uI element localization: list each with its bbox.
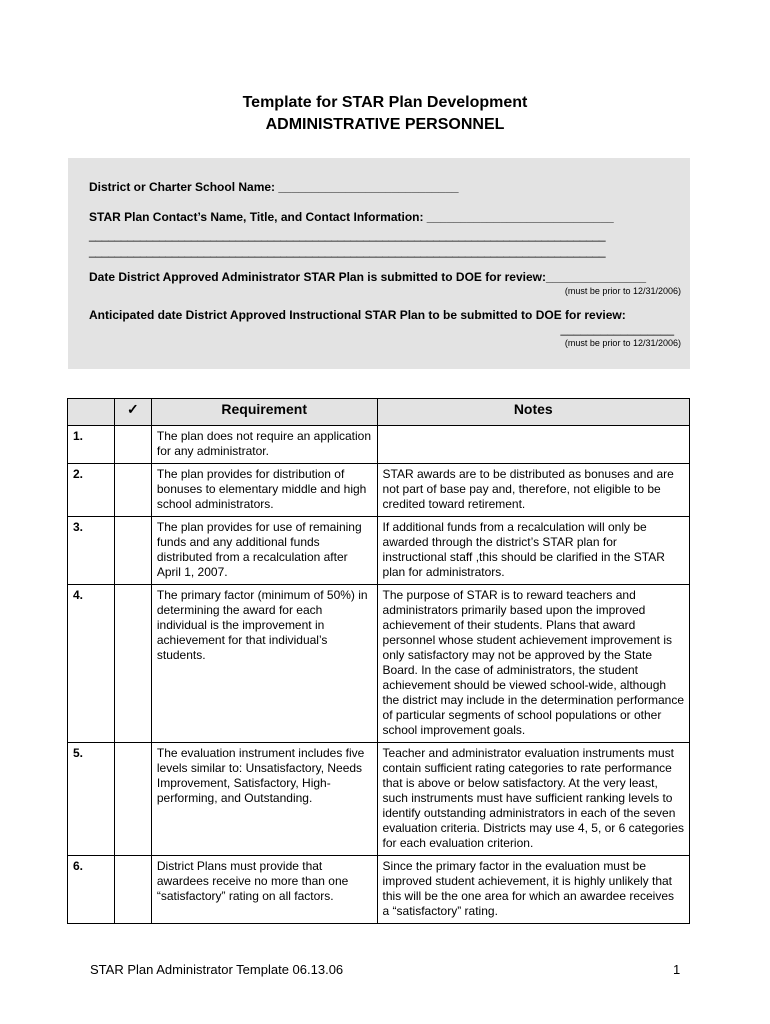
table-row [68,464,690,517]
table-row [68,585,690,743]
row-number: 6. [68,856,115,924]
row-checkbox[interactable] [114,517,151,585]
table-row [68,426,690,464]
notes-header: Notes [377,399,689,426]
row-checkbox[interactable] [114,426,151,464]
requirements-table [67,398,690,924]
row-checkbox[interactable] [114,585,151,743]
notes-cell: The purpose of STAR is to reward teachers and administrators primarily based upon the improved achievement of their students. Plans that award personnel whose student achievement improvement is only satisfactory may not be approved by the State Board. In the case of administrators, the student achievement should be viewed school-wide, although the district may include in the determination performance of particular segments of school populations or other school improvement goals. [377,585,689,743]
deadline-note: (must be prior to 12/31/2006) [564,286,681,296]
table-row [68,517,690,585]
row-checkbox[interactable] [114,743,151,856]
checkmark-icon: ✓ [114,399,151,426]
table-row [68,856,690,924]
notes-cell [377,426,689,464]
notes-cell: If additional funds from a recalculation will only be awarded through the district’s STAR plan for instructional staff ,this should be clarified in the STAR plan for administrators. [377,517,689,585]
notes-cell: Teacher and administrator evaluation instruments must contain sufficient rating categories to rate performance that is above or below satisfactory. At the very least, such instruments must have sufficient ranking levels to identify outstanding administrators in each of the seven evaluation criteria. Districts may use 4, 5, or 6 categories for each evaluation criterion. [377,743,689,856]
row-checkbox[interactable] [114,464,151,517]
row-number: 5. [68,743,115,856]
requirement-cell: The plan provides for use of remaining funds and any additional funds distributed from a recalculation after April 1, 2007. [151,517,377,585]
table-header-row [68,399,690,426]
requirement-header: Requirement [151,399,377,426]
footer-label: STAR Plan Administrator Template 06.13.06 [90,962,344,977]
info-box [68,158,690,369]
notes-cell: Since the primary factor in the evaluation must be improved student achievement, it is highly unlikely that this will be the one area for which an awardee receives a “satisfactory” rating. [377,856,689,924]
contact-blank-line-1: _________________________________________________________________________________ [89,228,606,242]
table-row [68,743,690,856]
requirement-cell: The plan provides for distribution of bonuses to elementary middle and high school administrators. [151,464,377,517]
row-number: 4. [68,585,115,743]
contact-info-field: STAR Plan Contact’s Name, Title, and Contact Information: ____________________________ [89,210,614,224]
anticipated-blank-line: _________________ [560,322,674,336]
row-checkbox[interactable] [114,856,151,924]
anticipated-date-field: Anticipated date District Approved Instructional STAR Plan to be submitted to DOE for review: [89,308,626,322]
document-title: Template for STAR Plan Development [242,94,528,111]
row-number: 3. [68,517,115,585]
row-number: 2. [68,464,115,517]
requirement-cell: The plan does not require an application for any administrator. [151,426,377,464]
contact-blank-line-2: _________________________________________________________________________________ [89,244,606,258]
deadline-note: (must be prior to 12/31/2006) [564,338,681,348]
requirement-cell: District Plans must provide that awardees receive no more than one “satisfactory” rating on all factors. [151,856,377,924]
page-number: 1 [673,962,681,977]
date-admin-plan-field: Date District Approved Administrator STAR Plan is submitted to DOE for review:_______________ [89,270,647,284]
document-subtitle: ADMINISTRATIVE PERSONNEL [265,116,505,133]
number-header [68,399,115,426]
row-number: 1. [68,426,115,464]
notes-cell: STAR awards are to be distributed as bonuses and are not part of base pay and, therefore, not eligible to be credited toward retirement. [377,464,689,517]
requirement-cell: The primary factor (minimum of 50%) in determining the award for each individual is the improvement in achievement for that individual’s students. [151,585,377,743]
requirement-cell: The evaluation instrument includes five levels similar to: Unsatisfactory, Needs Improvement, Satisfactory, High-performing, and Outstanding. [151,743,377,856]
district-name-field: District or Charter School Name: ___________________________ [89,180,459,194]
